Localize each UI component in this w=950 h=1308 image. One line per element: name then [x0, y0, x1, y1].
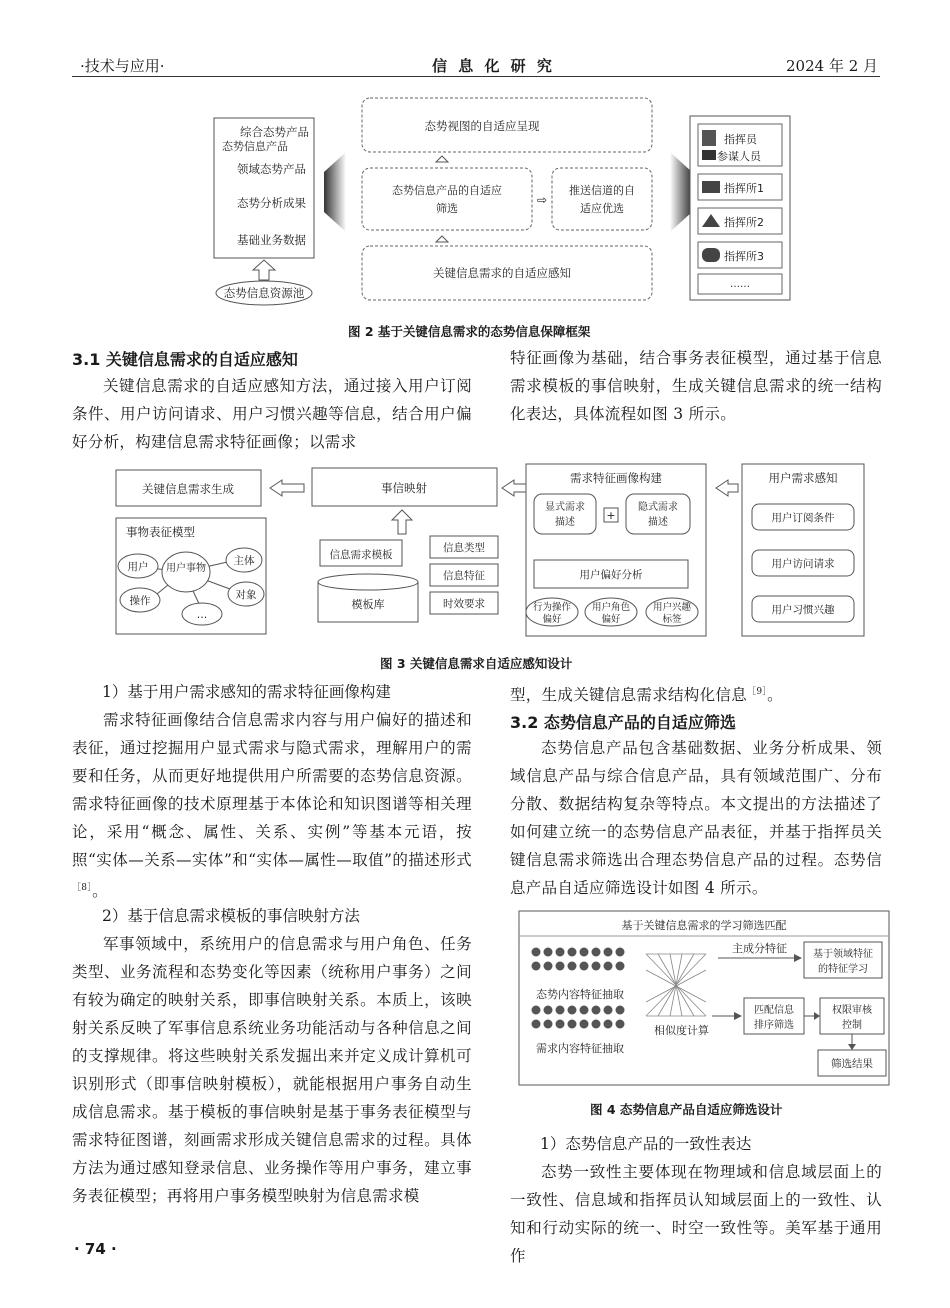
- ref-9: ［9］: [747, 687, 768, 697]
- preference-label: 用户偏好分析: [579, 569, 643, 581]
- perception-item-2-label: 用户习惯兴趣: [771, 604, 835, 616]
- node-object-label: 对象: [235, 589, 257, 601]
- gen-box-label: 关键信息需求生成: [142, 482, 234, 496]
- pref-2-l2: 标签: [662, 614, 682, 625]
- left-item-2: 态势分析成果: [237, 196, 306, 210]
- perception-item-0-label: 用户订阅条件: [771, 512, 835, 524]
- domain-learn-l1: 基于领域特征: [813, 949, 873, 960]
- section-3-2-paragraph: 态势信息产品包含基础数据、业务分析成果、领域信息产品与综合信息产品，具有领域范围广、分布分散、数据结构复杂等特点。本文提出的方法描述了如何建立统一的态势信息产品表征，并基于指挥员关键信息需求筛选出合理态势信息产品的过程。态势信息产品自适应筛选设计如图 4 所示。: [510, 739, 882, 897]
- page-number: · 74 ·: [74, 1240, 117, 1258]
- perception-title: 用户需求感知: [768, 471, 838, 485]
- left-flow-arrow: [324, 152, 346, 232]
- auth-l2: 控制: [842, 1020, 862, 1031]
- implicit-l1: 隐式需求: [638, 502, 678, 513]
- channel-box: [552, 168, 652, 230]
- pref-0-l1: 行为操作: [532, 602, 572, 613]
- plus-label: +: [606, 509, 616, 522]
- node-operation-label: 操作: [129, 595, 151, 607]
- figure-2-caption: 图 2 基于关键信息需求的态势信息保障框架: [348, 324, 591, 339]
- pref-1-l1: 用户角色: [591, 602, 631, 613]
- similarity-label: 相似度计算: [654, 1024, 709, 1037]
- model-title: 事物表征模型: [126, 525, 195, 539]
- filter-box-line-1: 态势信息产品的自适应: [392, 184, 502, 197]
- view-box-label: 态势视图的自适应呈现: [424, 119, 540, 133]
- match-l2: 排序筛选: [754, 1020, 794, 1031]
- commander-icon: [702, 130, 716, 146]
- up-arrow-icon: [253, 260, 275, 280]
- right-continuation: [510, 678, 882, 709]
- left-item-3: 基础业务数据: [237, 233, 306, 247]
- left-item-1: 领域态势产品: [237, 162, 306, 176]
- portrait-title: 需求特征画像构建: [570, 471, 662, 485]
- left-arrow-icon-3: [716, 480, 738, 496]
- issue-date: 2024 年 2 月: [786, 57, 879, 75]
- right-item-0: 指挥员: [724, 133, 757, 146]
- right-continuation-end: 。: [767, 686, 783, 705]
- figure-3-caption: 图 3 关键信息需求自适应感知设计: [380, 656, 573, 671]
- domain-learn-l2: 的特征学习: [818, 964, 868, 975]
- template-label: 信息需求模板: [329, 549, 393, 561]
- perception-box-label: 关键信息需求的自适应感知: [433, 266, 571, 280]
- figure-4: [518, 910, 890, 1086]
- pref-1-l2: 偏好: [601, 614, 621, 625]
- explicit-l1: 显式需求: [545, 502, 585, 513]
- info-box-1-label: 信息特征: [443, 570, 485, 582]
- channel-box-line-2: 适应优选: [580, 202, 624, 215]
- product-vertical-label-1: 态势信息产品: [222, 140, 288, 153]
- match-l1: 匹配信息: [754, 1005, 794, 1016]
- subsection-3-title: 1）态势信息产品的一致性表达: [540, 1135, 752, 1153]
- right-continuation-text: 型，生成关键信息需求结构化信息: [510, 686, 748, 705]
- ref-8: ［8］: [72, 883, 93, 893]
- right-item-1: 参谋人员: [717, 150, 761, 163]
- running-head-left: ·技术与应用·: [80, 57, 165, 75]
- header-rule: [72, 76, 880, 77]
- fig4-title: 基于关键信息需求的学习筛选匹配: [621, 919, 787, 932]
- implicit-box: [626, 494, 690, 534]
- left-arrow-icon-1: [270, 480, 304, 496]
- implicit-l2: 描述: [648, 517, 668, 528]
- subsection-2-title: 2）基于信息需求模板的事信映射方法: [102, 907, 360, 925]
- resource-pool-label: 态势信息资源池: [223, 286, 305, 300]
- figure-3: [112, 460, 872, 642]
- left-paragraph-2: 军事领域中，系统用户的信息需求与用户角色、任务类型、业务流程和态势变化等因素（统称用户事务）之间有较为确定的映射关系，即事信映射关系。本质上，该映射关系反映了军事信息系统业务功能活动与各种信息之间的支撑规律。将这些映射关系发掘出来并定义成计算机可识别形式（即事信映射模板），就能根据用户事务自动生成信息需求。基于模板的事信映射是基于事务表征模型与需求特征图谱，刻画需求形成关键信息需求的过程。具体方法为通过感知登录信息、业务操作等用户事务，建立事务表征模型；再将用户事务模型映射为信息需求模: [72, 935, 472, 1205]
- right-item-3: 指挥所2: [724, 216, 764, 229]
- section-3-1-left-paragraph: 关键信息需求的自适应感知方法，通过接入用户订阅条件、用户访问请求、用户习惯兴趣等信息，结合用户偏好分析，构建信息需求特征画像；以需求: [72, 377, 472, 451]
- right-item-2: 指挥所1: [724, 182, 764, 195]
- left-paragraph-1-text: 需求特征画像结合信息需求内容与用户偏好的描述和表征，通过挖掘用户显式需求与隐式需求，理解用户的需要和任务，从而更好地提供用户所需要的态势信息资源。需求特征画像的技术原理基于本体论和知识图谱等相关理论，采用“概念、属性、关系、实例”等基本元语，按照“实体—关系—实体”和“实体—属性—取值”的描述形式: [72, 711, 472, 869]
- auth-l1: 权限审核: [832, 1005, 872, 1016]
- right-paragraph-consistency: 态势一致性主要体现在物理域和信息域层面上的一致性、信息域和指挥员认知域层面上的一致性、认知和行动实际的统一、时空一致性等。美军基于通用作: [510, 1163, 882, 1265]
- info-box-2-label: 时效要求: [443, 598, 485, 610]
- arrow-up-small-2: [436, 236, 448, 242]
- perception-item-1-label: 用户访问请求: [771, 558, 835, 570]
- explicit-l2: 描述: [555, 517, 575, 528]
- left-arrow-icon-2: [502, 480, 528, 496]
- filter-box: [362, 168, 532, 230]
- node-subject-label: 主体: [233, 555, 255, 567]
- post3-icon: [702, 248, 720, 262]
- right-arrow-icon: ⇨: [537, 193, 548, 207]
- section-3-1-heading: 3.1 关键信息需求的自适应感知: [72, 350, 298, 369]
- right-flow-arrow: [670, 152, 692, 232]
- mapping-box-label: 事信映射: [381, 481, 427, 495]
- channel-box-line-1: 推送信道的自: [569, 184, 635, 197]
- right-item-4: 指挥所3: [724, 250, 764, 263]
- section-3-1-right-paragraph: 特征画像为基础，结合事务表征模型，通过基于信息需求模板的事信映射，生成关键信息需求的统一结构化表达，具体流程如图 3 所示。: [510, 349, 882, 423]
- situation-extract-label: 态势内容特征抽取: [536, 988, 624, 1001]
- node-user-label: 用户: [127, 561, 149, 573]
- info-box-0-label: 信息类型: [443, 542, 485, 554]
- post1-icon: [702, 181, 720, 193]
- figure-4-caption: 图 4 态势信息产品自适应筛选设计: [590, 1102, 783, 1117]
- section-3-2-heading: 3.2 态势信息产品的自适应筛选: [510, 713, 736, 732]
- figure-2: [212, 92, 792, 308]
- arrow-up-small-1: [436, 156, 448, 162]
- left-paragraph-1-end: 。: [92, 882, 108, 901]
- up-arrow-icon-3: [392, 510, 412, 534]
- journal-title: 信 息 化 研 究: [432, 57, 555, 75]
- pref-0-l2: 偏好: [542, 614, 562, 625]
- node-more-label: …: [196, 609, 208, 621]
- library-label: 模板库: [351, 598, 385, 611]
- main-feature-label: 主成分特征: [732, 942, 787, 955]
- left-paragraph-1: [72, 706, 472, 905]
- filter-box-line-2: 筛选: [436, 202, 458, 215]
- explicit-box: [534, 494, 596, 534]
- left-item-0: 综合态势产品: [240, 125, 309, 139]
- staff-icon: [702, 150, 716, 160]
- pref-2-l1: 用户兴趣: [652, 602, 692, 613]
- subsection-1-title: 1）基于用户需求感知的需求特征画像构建: [102, 683, 391, 701]
- node-center-label: 用户事物: [166, 563, 206, 574]
- result-label: 筛选结果: [831, 1058, 873, 1070]
- need-extract-label: 需求内容特征抽取: [536, 1042, 624, 1055]
- right-item-5: ……: [730, 279, 750, 290]
